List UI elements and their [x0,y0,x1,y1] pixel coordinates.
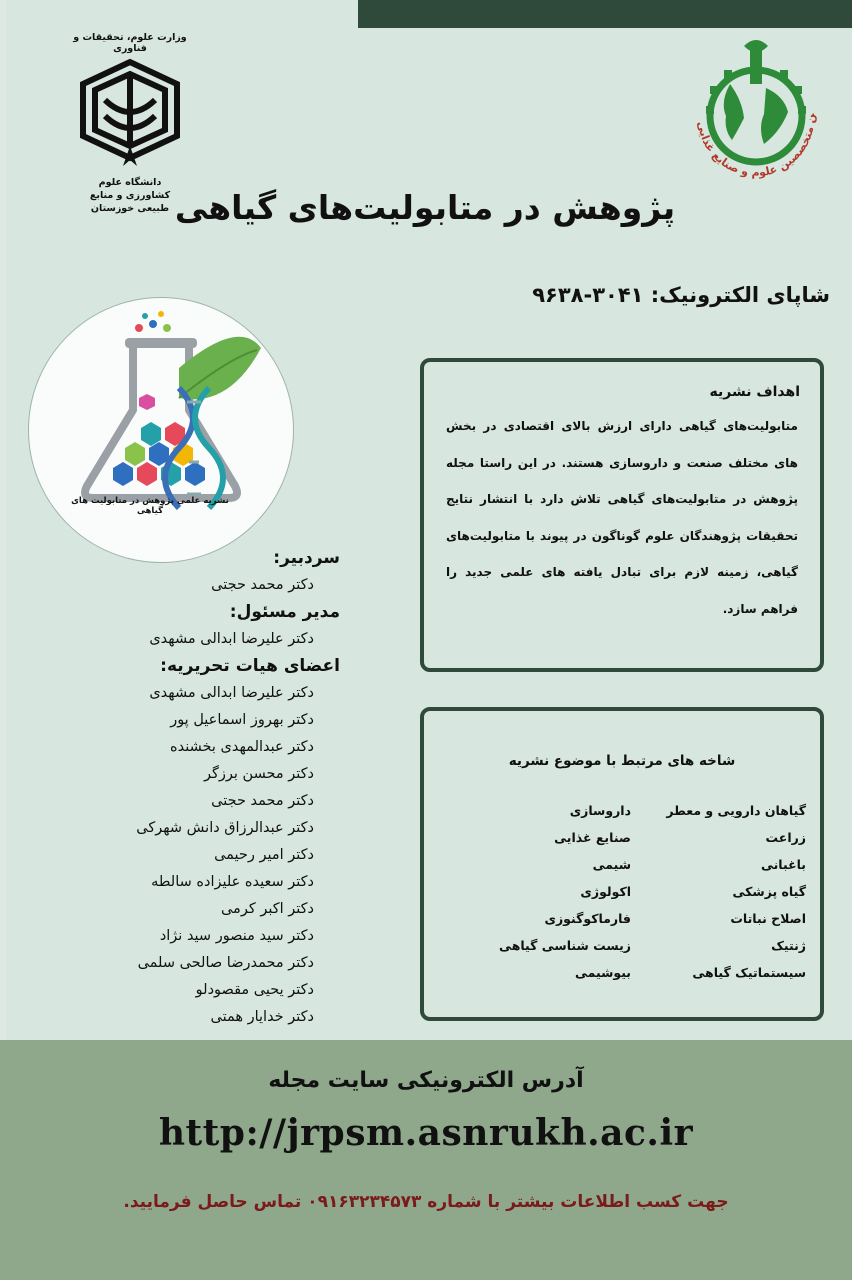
board-label: اعضای هیات تحریریه: [160,656,340,676]
branch-item: اصلاح نباتات [730,911,806,926]
ministry-name: وزارت علوم، تحقیقات و فناوری [73,32,187,54]
board-member: دکتر سعیده علیزاده سالطه [151,874,314,890]
aims-box [420,358,824,672]
branch-item: بیوشیمی [574,965,631,980]
board-member: دکتر اکبر کرمی [220,901,314,917]
branch-item: داروسازی [569,803,631,818]
board-member: دکتر محمدرضا صالحی سلمی [137,955,314,971]
flask-dna-icon [29,298,293,562]
aims-text: متابولیت‌های گیاهی دارای ارزش بالای اقتصادی در بخش های مختلف صنعت و داروسازی هستند. در این راستا مجله پژوهش در متابولیت‌های گیاهی تلاش دارد با انتشار نتایج تحقیقات پژوهندگان علوم گوناگون در پیوند با متابولیت‌های گیاهی، زمینه لازم برای تبادل یافته های علمی جدید را فراهم سازد. [446,419,798,616]
branches-box [420,707,824,1021]
issn: شاپای الکترونیک: ۳۰۴۱-۹۶۳۸ [532,283,830,307]
society-name: ن متخصصین علوم و صنایع غذایی [694,113,818,180]
branches-list [466,797,806,986]
branches-heading: شاخه های مرتبط با موضوع نشریه [508,753,736,769]
society-logo [680,40,830,190]
board-member: دکتر علیرضا ابدالی مشهدی [149,685,314,701]
book-emblem-icon [75,54,185,172]
branch-item: شیمی [592,857,631,872]
journal-logo [28,297,294,563]
contact-text: جهت کسب اطلاعات بیشتر با شماره ۰۹۱۶۳۲۳۴۵۷۳ تماس حاصل فرمایید. [123,1192,729,1212]
editor-name: دکتر محمد حجتی [211,577,314,593]
board-member: دکتر سید منصور سید نژاد [159,928,314,944]
board-member: دکتر یحیی مقصودلو [195,982,314,998]
board-member: دکتر خدایار همتی [210,1009,314,1025]
branch-item: صنایع غذایی [554,830,631,845]
branch-item: ژنتیک [771,938,806,953]
editor-label: سردبیر: [273,548,340,568]
branch-item: سیستماتیک گیاهی [692,965,806,980]
board-member: دکتر بهروز اسماعیل پور [170,712,314,728]
journal-logo-caption: نشریه علمی پژوهش در متابولیت های گیاهی [71,496,229,516]
university-name: دانشگاه علوم کشاورزی و منابع طبیعی خوزستان [89,177,171,214]
board-member: دکتر محسن برزگر [204,766,314,782]
board-member: دکتر امیر رحیمی [214,847,314,863]
website-label: آدرس الکترونیکی سایت مجله [268,1068,584,1093]
board-member: دکتر عبدالرزاق دانش شهرکی [136,820,314,836]
branch-item: اکولوژی [580,884,631,899]
top-bar [358,0,852,28]
aims-heading: اهداف نشریه [709,384,800,400]
board-member: دکتر عبدالمهدی بخشنده [170,739,314,755]
branch-item: گیاهان دارویی و معطر [666,803,806,818]
branch-item: گیاه پزشکی [732,884,806,899]
branch-item: فارماکوگنوزی [544,911,631,926]
manager-name: دکتر علیرضا ابدالی مشهدی [149,631,314,647]
left-strip [0,0,6,1040]
journal-title: پژوهش در متابولیت‌های گیاهی [174,188,676,227]
website-url[interactable]: http://jrpsm.asnrukh.ac.ir [158,1112,694,1154]
branch-item: زیست شناسی گیاهی [499,938,631,953]
manager-label: مدیر مسئول: [229,602,340,622]
branch-item: باغبانی [760,857,806,872]
society-emblem-icon [680,40,830,190]
branch-item: زراعت [765,830,806,845]
board-member: دکتر محمد حجتی [211,793,314,809]
editorial-staff [60,545,340,1031]
